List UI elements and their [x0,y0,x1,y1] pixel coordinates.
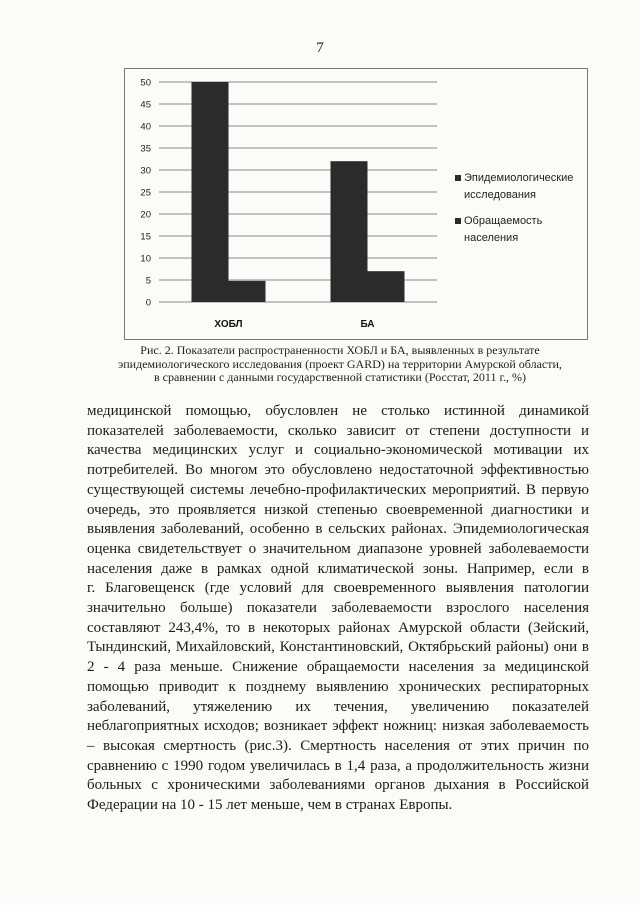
y-tick-label: 35 [140,143,151,155]
body-line: качества медицинских услуг и социально-экономической мотивации их [87,442,589,459]
y-tick-label: 45 [140,99,151,111]
figure-chart [124,68,588,340]
body-line: Федерации на 10 - 15 лет меньше, чем в странах Европы. [87,797,453,814]
bar [331,161,368,302]
legend-label: населения [464,232,519,244]
body-line: 2 - 4 раза меньше. Снижение обращаемости населения за медицинской [87,659,589,676]
bar [192,82,229,302]
legend-swatch [455,218,461,224]
y-tick-label: 0 [145,297,151,309]
body-line: сравнению с 1990 годом увеличилась в 1,4 раза, а продолжительность жизни [87,757,589,774]
caption-line: эпидемиологического исследования (проект GARD) на территории Амурской области, [118,356,562,371]
figure-caption [80,344,600,385]
body-line: значительно больше) показатели заболеваемости взрослого населения [87,600,589,617]
y-tick-label: 50 [140,77,151,89]
x-tick-label: БА [360,319,375,330]
body-line: медицинской помощью, обусловлен не столько истинной динамикой [87,403,589,419]
bar-chart [125,69,589,341]
page-number: 7 [316,40,324,56]
y-tick-label: 10 [140,253,151,265]
body-line: существующей системы лечебно-профилактических мероприятий. В первую [87,481,589,498]
legend-label: Обращаемость [464,215,543,227]
bar [229,281,266,302]
body-line: Тындинский, Михайловский, Константиновский, Октябрьский районы) они в [87,639,589,656]
y-tick-label: 5 [145,275,151,287]
y-tick-label: 30 [140,165,151,177]
body-line: показателей заболеваемости, сколько зависит от степени доступности и [87,422,589,439]
body-line: выявления заболеваний, особенно в сельских районах. Эпидемиологическая [87,521,589,538]
body-line: г. Благовещенск (где условий для своевременного выявления патологии [87,580,589,597]
body-line: – высокая смертность (рис.3). Смертность населения от этих причин по [87,737,589,754]
y-tick-label: 40 [140,121,151,133]
legend-label: исследования [464,189,536,201]
body-text [87,402,589,816]
body-line: потребителей. Во многом это обусловлено недостаточной эффективностью [87,462,589,479]
caption-line: в сравнении с данными государственной статистики (Росстат, 2011 г., %) [153,370,527,384]
caption-line: Рис. 2. Показатели распространенности ХОБЛ и БА, выявленных в результате [140,343,540,357]
y-tick-label: 25 [140,187,151,199]
y-tick-label: 20 [140,209,151,221]
body-line: неблагоприятных исходов; возникает эффект ножниц: низкая заболеваемость [87,718,589,735]
body-line: населения даже в рамках одной климатической зоны. Например, если в [87,560,589,577]
body-line: заболеваний, утяжелению их течения, увеличению показателей [87,698,589,715]
body-line: помощью приводит к позднему выявлению хронических респираторных [87,678,589,695]
y-tick-label: 15 [140,231,151,243]
body-line: оценка свидетельствует о значительном диапазоне уровней заболеваемости [87,540,589,557]
body-line: больных с хроническими заболеваниями органов дыхания в Российской [87,777,589,794]
legend-label: Эпидемиологические [464,172,574,184]
legend-swatch [455,175,461,181]
x-tick-label: ХОБЛ [214,319,243,330]
body-line: очередь, это проявляется низкой степенью своевременной диагностики и [87,501,589,518]
body-line: составляют 243,4%, то в некоторых районах Амурской области (Зейский, [87,619,589,636]
bar [368,271,405,302]
